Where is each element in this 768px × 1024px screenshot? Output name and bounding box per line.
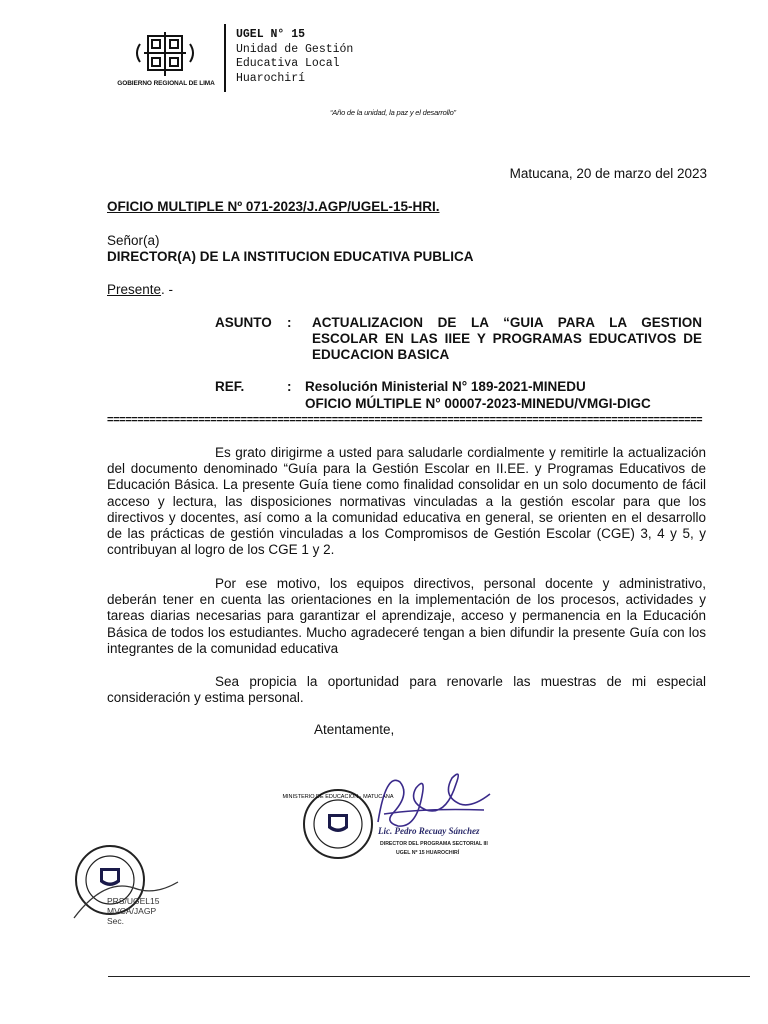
presente-tail: . -	[161, 282, 174, 297]
stamp-name: Lic. Pedro Recuay Sánchez	[378, 826, 480, 836]
seal-text: MINISTERIO DE EDUCACIÓN · MATUCANA	[282, 794, 394, 800]
initials	[107, 896, 159, 926]
logo-caption: GOBIERNO REGIONAL DE LIMA	[117, 80, 215, 87]
ugel-header	[236, 28, 353, 86]
paragraph-1: Es grato dirigirme a usted para saludarle cordialmente y remitirle la actualización del documento denominado “Guía para la Gestión Escolar en II.EE. y Programas Educativos de Educación Básica. La presente Guía tiene como finalidad consolidar en un solo documento de fácil acceso y lectura, las disposiciones normativas vinculadas a la gestión escolar para que los directivos y docentes, así como a la comunidad educativa en general, se orienten en el desarrollo de las prácticas de gestión vinculadas a los Compromisos de Gestión Escolar (CGE) 3, 4 y 5, y contribuyan al logro de los CGE 1 y 2.	[107, 445, 706, 558]
header-divider	[224, 24, 226, 92]
ref-colon: :	[287, 379, 292, 394]
recipient: DIRECTOR(A) DE LA INSTITUCION EDUCATIVA PUBLICA	[107, 249, 474, 264]
asunto-label: ASUNTO	[215, 315, 272, 330]
ugel-line-1: Unidad de Gestión	[236, 42, 354, 56]
paragraph-3: Sea propicia la oportunidad para renovarle las muestras de mi especial consideración y estima personal.	[107, 674, 706, 706]
stamp-line-2: UGEL Nº 15 HUAROCHIRÍ	[396, 850, 460, 856]
year-motto: “Año de la unidad, la paz y el desarrollo”	[330, 108, 456, 117]
presente	[107, 282, 173, 297]
salutation: Señor(a)	[107, 233, 160, 248]
ref-line-1: Resolución Ministerial N° 189-2021-MINEDU	[305, 379, 586, 394]
ref-line-2: OFICIO MÚLTIPLE N° 00007-2023-MINEDU/VMGI-DIGC	[305, 396, 651, 411]
ugel-line-3: Huarochirí	[236, 71, 306, 85]
paragraph-2: Por ese motivo, los equipos directivos, personal docente y administrativo, deberán tener en cuenta las orientaciones en la implementación de los procesos, actividades y tareas diarias necesarias para garantizar el aprendizaje, acceso y permanencia en la Educación Básica de todos los estudiantes. Mucho agradeceré tengan a bien difundir la presente Guía con los integrantes de la comunidad educativa	[107, 576, 706, 656]
footer-line	[108, 976, 750, 977]
stamp-line-1: DIRECTOR DEL PROGRAMA SECTORIAL III	[380, 841, 488, 847]
oficio-number: OFICIO MULTIPLE Nº 071-2023/J.AGP/UGEL-15-HRI.	[107, 199, 440, 214]
ugel-line-2: Educativa Local	[236, 57, 340, 70]
signature-block	[282, 752, 502, 864]
closing: Atentamente,	[314, 722, 395, 737]
handwritten-signature-icon	[378, 774, 490, 826]
asunto-colon: :	[287, 315, 292, 330]
asunto-text: ACTUALIZACION DE LA “GUIA PARA LA GESTION ESCOLAR EN LAS IIEE Y PROGRAMAS EDUCATIVOS DE EDUCACION BASICA	[312, 315, 702, 362]
separator-line: ==================================================================================================	[107, 414, 703, 426]
initials-line-3: Sec.	[107, 916, 125, 926]
ugel-title: UGEL N° 15	[236, 28, 306, 41]
presente-word: Presente	[107, 282, 162, 297]
official-seal-icon	[282, 790, 393, 858]
initials-line-2: MVCA/JAGP	[107, 906, 157, 916]
ref-label: REF.	[215, 379, 245, 394]
place-date: Matucana, 20 de marzo del 2023	[509, 166, 707, 181]
initials-line-1: PRS/UGEL15	[107, 896, 160, 906]
